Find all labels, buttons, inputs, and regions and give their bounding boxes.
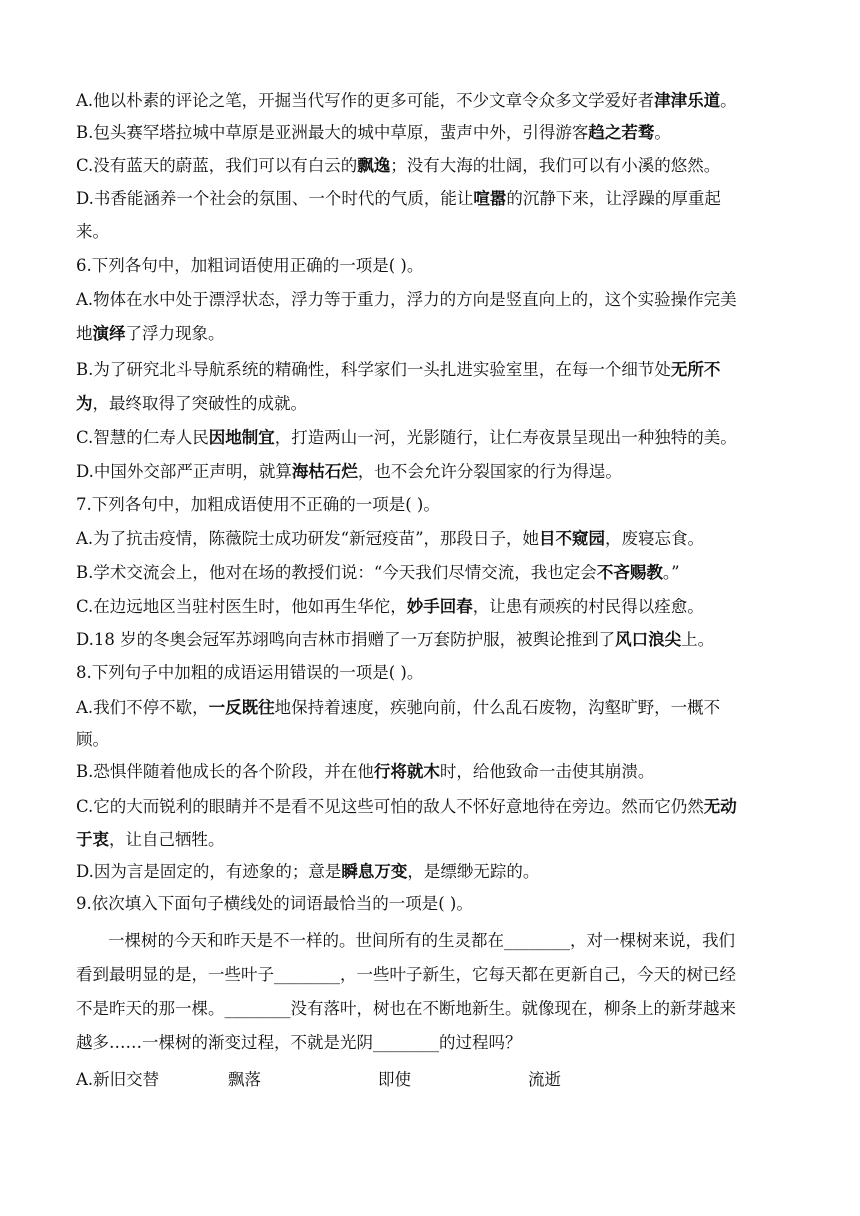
text-line — [76, 322, 776, 346]
text-run: 一棵树的今天和昨天是不一样的。世间所有的生灵都在________，对一棵树来说，我们 — [108, 931, 735, 950]
text-run: ，最终取得了突破性的成就。 — [92, 394, 307, 413]
text-run: B.学术交流会上，他对在场的教授们说：“今天我们尽情交流，我也定会 — [76, 563, 597, 582]
text-run: C.智慧的仁寿人民 — [76, 428, 209, 447]
bold-term: 演绎 — [92, 324, 126, 343]
text-line — [76, 760, 776, 784]
bold-term: 为 — [76, 394, 93, 413]
bold-term: 于衷 — [76, 830, 109, 849]
text-line — [76, 963, 776, 987]
text-run: ，打造两山一河，光影随行，让仁寿夜景呈现出一种独特的美。 — [274, 428, 737, 447]
text-line — [76, 460, 776, 484]
text-line — [76, 828, 776, 852]
text-run: ，也不会允许分裂国家的行为得逞。 — [357, 462, 622, 481]
text-run: 。” — [662, 563, 680, 582]
text-line — [76, 860, 776, 884]
text-run: 不是昨天的那一棵。________没有落叶，树也在不断地新生。就像现在，柳条上的新芽越来 — [76, 999, 736, 1018]
text-line — [76, 1031, 776, 1055]
text-run: B.包头赛罕塔拉城中草原是亚洲最大的城中草原，蜚声中外，引得游客 — [76, 123, 589, 142]
text-line — [76, 728, 776, 752]
text-run: ，让患有顽疾的村民得以痊愈。 — [472, 597, 704, 616]
text-line — [76, 358, 776, 382]
bold-term: 风口浪尖 — [615, 630, 682, 649]
text-run: C.在边远地区当驻村医生时，他如再生华佗， — [76, 597, 407, 616]
text-run: 。 — [654, 123, 671, 142]
text-line — [76, 288, 776, 312]
text-line — [76, 527, 776, 551]
bold-term: 一反既往 — [208, 698, 275, 717]
text-run: A.他以朴素的评论之笔，开掘当代写作的更多可能，不少文章令众多文学爱好者 — [76, 91, 655, 110]
text-run: 的沉静下来，让浮躁的厚重起 — [506, 189, 721, 208]
text-run: D.书香能涵养一个社会的氛围、一个时代的气质，能让 — [76, 189, 474, 208]
text-run: 来。 — [76, 222, 109, 241]
bold-term: 无动 — [703, 797, 737, 816]
text-line — [76, 187, 776, 211]
option-cell: 飘落 — [228, 1070, 261, 1089]
bold-term: 目不窥园 — [539, 529, 606, 548]
text-line — [76, 561, 776, 585]
bold-term: 瞬息万变 — [341, 862, 408, 881]
text-run: 7.下列各句中，加粗成语使用不正确的一项是( )。 — [76, 495, 440, 514]
text-run: 。 — [720, 91, 737, 110]
text-line — [76, 493, 776, 517]
text-run: D.中国外交部严正声明，就算 — [76, 462, 292, 481]
text-run: 上。 — [681, 630, 715, 649]
option-cell: 即使 — [378, 1070, 411, 1089]
text-line — [76, 220, 776, 244]
text-line — [76, 661, 776, 685]
text-run: 8.下列句子中加粗的成语运用错误的一项是( )。 — [76, 663, 424, 682]
text-run: 看到最明显的是，一些叶子________，一些叶子新生，它每天都在更新自己，今天的树已经 — [76, 965, 736, 984]
bold-term: 无所不 — [670, 360, 721, 379]
text-run: B.恐惧伴随着他成长的各个阶段，并在他 — [76, 762, 374, 781]
text-line — [76, 154, 776, 178]
bold-term: 不吝赐教 — [596, 563, 663, 582]
option-cell: 流逝 — [528, 1070, 561, 1089]
text-run: ，是缥缈无踪的。 — [407, 862, 540, 881]
text-line — [76, 392, 776, 416]
text-run: A.我们不停不歇， — [76, 698, 209, 717]
text-line — [76, 89, 776, 113]
text-run: A.为了抗击疫情，陈薇院士成功研发“新冠疫苗”，那段日子，她 — [76, 529, 540, 548]
option-cell: A.新旧交替 — [76, 1070, 160, 1089]
text-run: 6.下列各句中，加粗词语使用正确的一项是( )。 — [76, 256, 424, 275]
text-run: 了浮力现象。 — [125, 324, 225, 343]
text-run: C.它的大而锐利的眼睛并不是看不见这些可怕的敌人不怀好意地待在旁边。然而它仍然 — [76, 797, 704, 816]
text-run: 越多……一棵树的渐变过程，不就是光阴________的过程吗？ — [76, 1033, 522, 1052]
text-run: C.没有蓝天的蔚蓝，我们可以有白云的 — [76, 156, 358, 175]
text-line — [76, 595, 776, 619]
text-line — [76, 628, 776, 652]
text-line — [108, 929, 808, 953]
bold-term: 妙手回春 — [406, 597, 473, 616]
text-run: D.18 岁的冬奥会冠军苏翊鸣向吉林市捐赠了一万套防护服，被舆论推到了 — [76, 630, 616, 649]
bold-term: 喧嚣 — [473, 189, 507, 208]
text-line — [76, 426, 776, 450]
text-line — [76, 997, 776, 1021]
text-line — [76, 121, 776, 145]
bold-term: 行将就木 — [373, 762, 440, 781]
text-run: 9.依次填入下面句子横线处的词语最恰当的一项是( )。 — [76, 894, 473, 913]
text-run: 时，给他致命一击使其崩溃。 — [439, 762, 655, 781]
text-run: ，废寝忘食。 — [605, 529, 705, 548]
text-run: A.物体在水中处于漂浮状态，浮力等于重力，浮力的方向是竖直向上的，这个实验操作完美 — [76, 290, 737, 309]
text-run: B.为了研究北斗导航系统的精确性，科学家们一头扎进实验室里，在每一个细节处 — [76, 360, 671, 379]
text-line — [76, 696, 776, 720]
text-run: ，让自己牺牲。 — [109, 830, 225, 849]
bold-term: 趋之若骛 — [588, 123, 655, 142]
text-run: 顾。 — [76, 730, 109, 749]
bold-term: 因地制宜 — [208, 428, 275, 447]
text-line — [76, 795, 776, 819]
text-line — [76, 892, 776, 916]
text-run: D.因为言是固定的，有迹象的；意是 — [76, 862, 342, 881]
text-run: 地 — [76, 324, 93, 343]
bold-term: 津津乐道 — [654, 91, 721, 110]
text-line — [76, 254, 776, 278]
text-run: ；没有大海的壮阔，我们可以有小溪的悠然。 — [390, 156, 721, 175]
bold-term: 飘逸 — [357, 156, 391, 175]
bold-term: 海枯石烂 — [291, 462, 358, 481]
text-run: 地保持着速度，疾驰向前，什么乱石废物，沟壑旷野，一概不 — [274, 698, 721, 717]
